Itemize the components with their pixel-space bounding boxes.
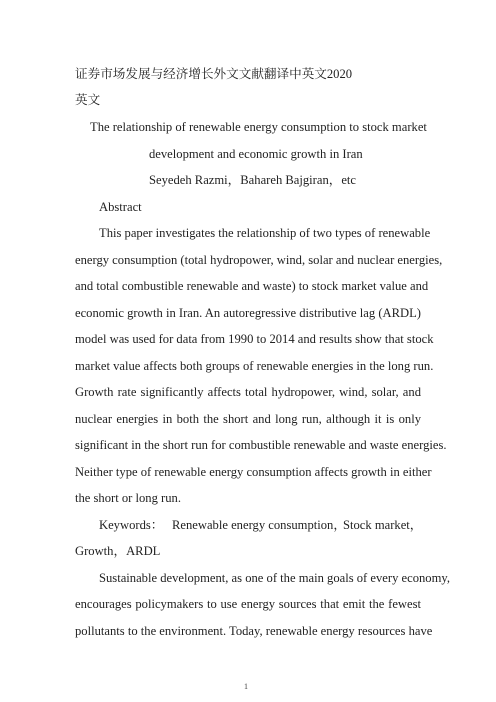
- keyword-stock-market: Stock market，: [343, 518, 423, 532]
- page-number: 1: [244, 682, 248, 691]
- abstract-line: model was used for data from 1990 to 2014 and results show that stock: [75, 332, 434, 346]
- abstract-line: and total combustible renewable and waste) to stock market value and: [75, 279, 429, 293]
- abstract-line: energy consumption (total hydropower, wind, solar and nuclear energies,: [75, 253, 443, 267]
- paper-title-line-2: development and economic growth in Iran: [149, 147, 363, 161]
- abstract-line: Growth rate significantly affects total hydropower, wind, solar, and: [75, 385, 421, 399]
- abstract-line: This paper investigates the relationship of two types of renewable: [99, 226, 431, 240]
- document-title: 证券市场发展与经济增长外文文献翻译中英文2020: [75, 67, 353, 81]
- language-label: 英文: [75, 93, 101, 107]
- body-line: pollutants to the environment. Today, renewable energy resources have: [75, 624, 433, 638]
- abstract-line: market value affects both groups of renewable energies in the long run.: [75, 359, 434, 373]
- paper-authors: Seyedeh Razmi，Bahareh Bajgiran，etc: [149, 173, 357, 187]
- keyword-renewable: Renewable energy consumption，: [172, 518, 346, 532]
- body-line: encourages policymakers to use energy sources that emit the fewest: [75, 597, 421, 611]
- body-line: Sustainable development, as one of the main goals of every economy,: [99, 571, 451, 585]
- keywords-label: Keywords：: [99, 518, 164, 532]
- paper-title-line-1: The relationship of renewable energy consumption to stock market: [90, 120, 427, 134]
- abstract-line: nuclear energies in both the short and long run, although it is only: [75, 412, 421, 426]
- abstract-heading: Abstract: [99, 200, 142, 214]
- abstract-line: economic growth in Iran. An autoregressive distributive lag (ARDL): [75, 306, 421, 320]
- abstract-line: Neither type of renewable energy consumption affects growth in either: [75, 465, 432, 479]
- abstract-last-line: the short or long run.: [75, 491, 181, 505]
- abstract-line: significant in the short run for combustible renewable and waste energies.: [75, 438, 447, 452]
- keywords-line-2: Growth，ARDL: [75, 544, 161, 558]
